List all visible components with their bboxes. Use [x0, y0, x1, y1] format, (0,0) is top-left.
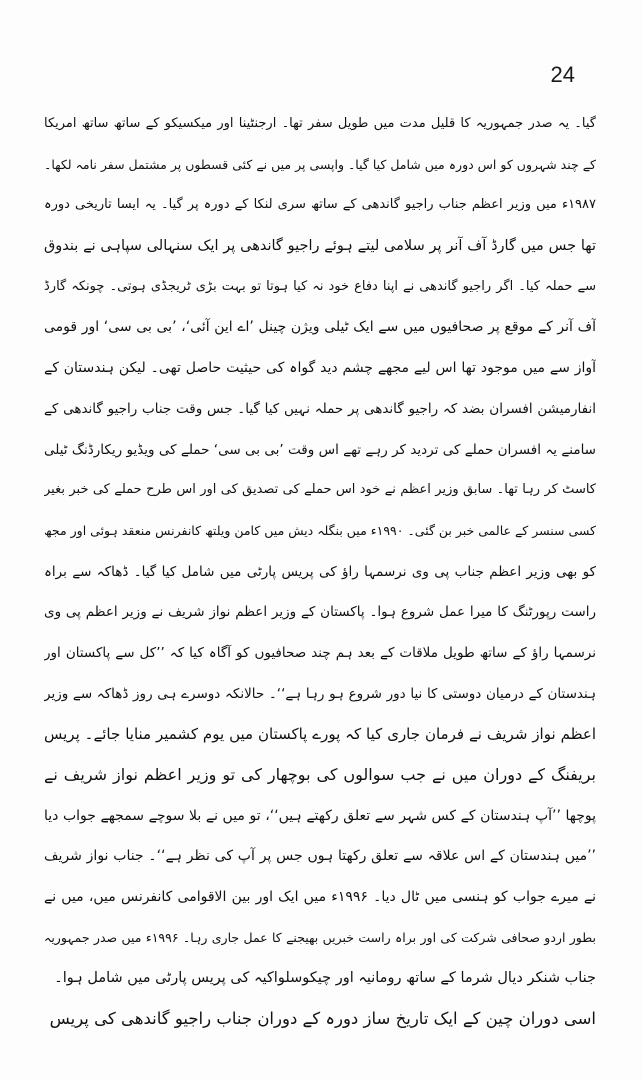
- text-line: اسی دوران چین کے ایک تاریخ ساز دورہ کے دوران جناب راجیو گاندھی کی پریس: [49, 1009, 596, 1029]
- text-line: سامنے یہ افسران حملے کی تردید کر رہے تھے اس وقت ’بی بی سی‘ حملے کی ویڈیو ریکارڈنگ ٹیلی: [44, 441, 596, 458]
- text-line: سے حملہ کیا۔ اگر راجیو گاندھی نے اپنا دفاع خود نہ کیا ہوتا تو بہت بڑی ٹریجڈی ہوتی۔ چونکہ گارڈ: [44, 278, 596, 294]
- text-line: اعظم نواز شریف نے فرمان جاری کیا کہ پورے پاکستان میں یوم کشمیر منایا جائے۔ پریس: [44, 725, 596, 744]
- text-line: بطور اردو صحافی شرکت کی اور براہ راست خبریں بھیجنے کا عمل جاری رہا۔ ۱۹۹۶ء میں صدر جمہوریہ: [44, 929, 596, 945]
- text-line: جناب شنکر دیال شرما کے ساتھ رومانیہ اور چیکوسلواکیہ کی پریس پارٹی میں شامل ہوا۔: [54, 970, 596, 987]
- text-line: پوچھا ’’آپ ہندستان کے کس شہر سے تعلق رکھتے ہیں‘‘، تو میں نے بلا سوچے سمجھے جواب دیا: [44, 807, 596, 824]
- text-line: کسی سنسر کے عالمی خبر بن گئی۔ ۱۹۹۰ء میں بنگلہ دیش میں کامن ویلتھ کانفرنس منعقد ہوئی اور مجھ: [44, 522, 596, 538]
- text-line: کاسٹ کر رہا تھا۔ سابق وزیر اعظم نے خود اس حملے کی تصدیق کی اور اس طرح حملے کی خبر بغیر: [44, 482, 596, 498]
- text-line: ہندستان کے درمیان دوستی کا نیا دور شروع ہو رہا ہے‘‘۔ حالانکہ دوسرے ہی روز ڈھاکہ سے وزیر: [44, 685, 596, 702]
- text-line: آف آنر کے موقع پر صحافیوں میں سے ایک ٹیلی ویژن چینل ’اے این آئی‘، ’بی بی سی‘ اور قومی: [44, 319, 596, 336]
- text-line: کو بھی وزیر اعظم جناب پی وی نرسمہا راؤ کی پریس پارٹی میں شامل کیا گیا۔ ڈھاکہ سے براہ: [44, 563, 596, 580]
- text-line: نے میرے جواب کو ہنسی میں ٹال دیا۔ ۱۹۹۶ء میں ایک اور بین الاقوامی کانفرنس میں، میں نے: [44, 889, 596, 906]
- page-number: 24: [550, 62, 575, 87]
- text-line: کے چند شہروں کو اس دورہ میں شامل کیا گیا۔ واپسی پر میں نے کئی قسطوں پر مشتمل سفر نامہ لکھا۔: [44, 156, 596, 172]
- text-line: بریفنگ کے دوران میں نے جب سوالوں کی بوچھار کی تو وزیر اعظم نواز شریف نے: [44, 765, 596, 784]
- text-line: آواز سے میں موجود تھا اس لیے مجھے چشم دید گواہ کی حیثیت حاصل تھی۔ لیکن ہندستان کے: [44, 360, 596, 377]
- text-line: ’’میں ہندستان کے اس علاقہ سے تعلق رکھتا ہوں جس پر آپ کی نظر ہے‘‘۔ جناب نواز شریف: [44, 848, 596, 865]
- text-line: تھا جس میں گارڈ آف آنر پر سلامی لیتے ہوئے راجیو گاندھی پر ایک سنہالی سپاہی نے بندوق: [44, 238, 596, 255]
- text-line: راست رپورٹنگ کا میرا عمل شروع ہوا۔ پاکستان کے وزیر اعظم نواز شریف نے وزیر اعظم پی وی: [44, 604, 596, 621]
- text-line: گیا۔ یہ صدر جمہوریہ کا قلیل مدت میں طویل سفر تھا۔ ارجنٹینا اور میکسیکو کے ساتھ ساتھ امریکا: [44, 116, 596, 131]
- body-text: [44, 104, 596, 1040]
- text-line: نرسمہا راؤ کے ساتھ طویل ملاقات کے بعد ہم چند صحافیوں کو آگاہ کیا کہ ’’کل سے پاکستان اور: [44, 644, 596, 661]
- text-line: ۱۹۸۷ء میں وزیر اعظم جناب راجیو گاندھی کے ساتھ سری لنکا کے دورہ پر گیا۔ یہ ایسا تاریخی دورہ: [44, 197, 596, 213]
- text-line: انفارمیشن افسران بضد کہ راجیو گاندھی پر حملہ نہیں کیا گیا۔ جس وقت جناب راجیو گاندھی کے: [44, 400, 596, 417]
